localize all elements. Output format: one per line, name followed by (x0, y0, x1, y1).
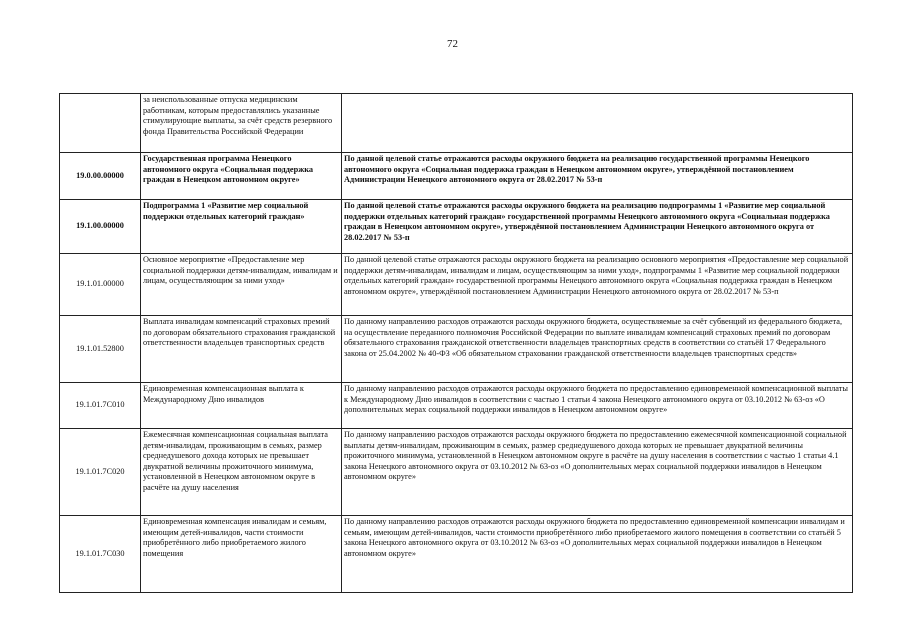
table-row (60, 383, 853, 429)
table-row (60, 153, 853, 200)
target-article-name: Основное мероприятие «Предоставление мер социальной поддержки детям-инвалидам, инвалидам и лицам, осуществляющим за ними уход» (141, 254, 342, 316)
table-row (60, 316, 853, 383)
target-article-description: По данному направлению расходов отражаются расходы окружного бюджета по предоставлению единовременной компенсационной выплаты к Международному Дню инвалидов в соответствии с частью 1 статьи 4 закона Ненецкого автономного округа от 03.10.2012 № 63-оз «О дополнительных мерах социальной поддержки инвалидов в Ненецком автономном округе» (342, 383, 853, 429)
target-article-name: Подпрограмма 1 «Развитие мер социальной поддержки отдельных категорий граждан» (141, 200, 342, 254)
target-article-description: По данному направлению расходов отражаются расходы окружного бюджета, осуществляемые за счёт субвенций из федерального бюджета, на осуществление переданного полномочия Российской Федерации по выплате инвалидам компенсаций страховых премий по договорам обязательного страхования гражданской ответственности владельцев транспортных средств в соответствии со статьёй 17 Федерального закона от 25.04.2002 № 40-ФЗ «Об обязательном страховании гражданской ответственности владельцев транспортных средств» (342, 316, 853, 383)
target-article-description: По данной целевой статье отражаются расходы окружного бюджета на реализацию основного мероприятия «Предоставление мер социальной поддержки детям-инвалидам, инвалидам и лицам, осуществляющим за ними уход», подпрограммы 1 «Развитие мер социальной поддержки отдельных категорий граждан» государственной программы Ненецкого автономного округа «Социальная поддержка граждан в Ненецком автономном округе», утверждённой постановлением Администрации Ненецкого автономного округа от 28.02.2017 № 53-п (342, 254, 853, 316)
table-row (60, 254, 853, 316)
target-article-code: 19.0.00.00000 (60, 153, 141, 200)
target-article-description: По данной целевой статье отражаются расходы окружного бюджета на реализацию подпрограммы 1 «Развитие мер социальной поддержки отдельных категорий граждан» государственной программы Ненецкого автономного округа «Социальная поддержка граждан в Ненецком автономном округе», утверждённой постановлением Администрации Ненецкого автономного округа от 28.02.2017 № 53-п (342, 200, 853, 254)
target-article-code: 19.1.01.7С030 (60, 516, 141, 593)
table-row (60, 516, 853, 593)
budget-classification-table (59, 93, 853, 593)
target-article-description: По данной целевой статье отражаются расходы окружного бюджета на реализацию государственной программы Ненецкого автономного округа «Социальная поддержка граждан в Ненецком автономном округе», утверждённой постановлением Администрации Ненецкого автономного округа от 28.02.2017 № 53-п (342, 153, 853, 200)
target-article-code (60, 94, 141, 153)
target-article-code: 19.1.01.00000 (60, 254, 141, 316)
table-row (60, 200, 853, 254)
target-article-code: 19.1.00.00000 (60, 200, 141, 254)
target-article-description (342, 94, 853, 153)
target-article-code: 19.1.01.7С010 (60, 383, 141, 429)
target-article-name: Государственная программа Ненецкого автономного округа «Социальная поддержка граждан в Ненецком автономном округе» (141, 153, 342, 200)
target-article-name: за неиспользованные отпуска медицинским работникам, которым предоставлялись указанные стимулирующие выплаты, за счёт средств резервного фонда Правительства Российской Федерации (141, 94, 342, 153)
table-row (60, 94, 853, 153)
table-row (60, 429, 853, 516)
target-article-name: Ежемесячная компенсационная социальная выплата детям-инвалидам, проживающим в семьях, размер среднедушевого дохода которых не превышает двукратной величины прожиточного минимума, установленной в Ненецком автономном округе в расчёте на душу населения (141, 429, 342, 516)
target-article-name: Единовременная компенсационная выплата к Международному Дню инвалидов (141, 383, 342, 429)
target-article-description: По данному направлению расходов отражаются расходы окружного бюджета по предоставлению ежемесячной компенсационной социальной выплаты детям-инвалидам, проживающим в семьях, размер среднедушевого дохода которых не превышает двукратной величины прожиточного минимума, установленной в Ненецком автономном округе в расчёте на душу населения в соответствии с частью 1 статьи 4.1 закона Ненецкого автономного округа от 03.10.2012 № 63-оз «О дополнительных мерах социальной поддержки инвалидов в Ненецком автономном округе» (342, 429, 853, 516)
target-article-description: По данному направлению расходов отражаются расходы окружного бюджета по предоставлению единовременной компенсации инвалидам и семьям, имеющим детей-инвалидов, части стоимости приобретённого либо приобретаемого жилого помещения в соответствии со статьёй 5 закона Ненецкого автономного округа от 03.10.2012 № 63-оз «О дополнительных мерах социальной поддержки инвалидов в Ненецком автономном округе» (342, 516, 853, 593)
target-article-name: Выплата инвалидам компенсаций страховых премий по договорам обязательного страхования гражданской ответственности владельцев транспортных средств (141, 316, 342, 383)
page-number: 72 (447, 38, 458, 50)
target-article-code: 19.1.01.52800 (60, 316, 141, 383)
target-article-name: Единовременная компенсация инвалидам и семьям, имеющим детей-инвалидов, части стоимости приобретённого либо приобретаемого жилого помещения (141, 516, 342, 593)
target-article-code: 19.1.01.7С020 (60, 429, 141, 516)
